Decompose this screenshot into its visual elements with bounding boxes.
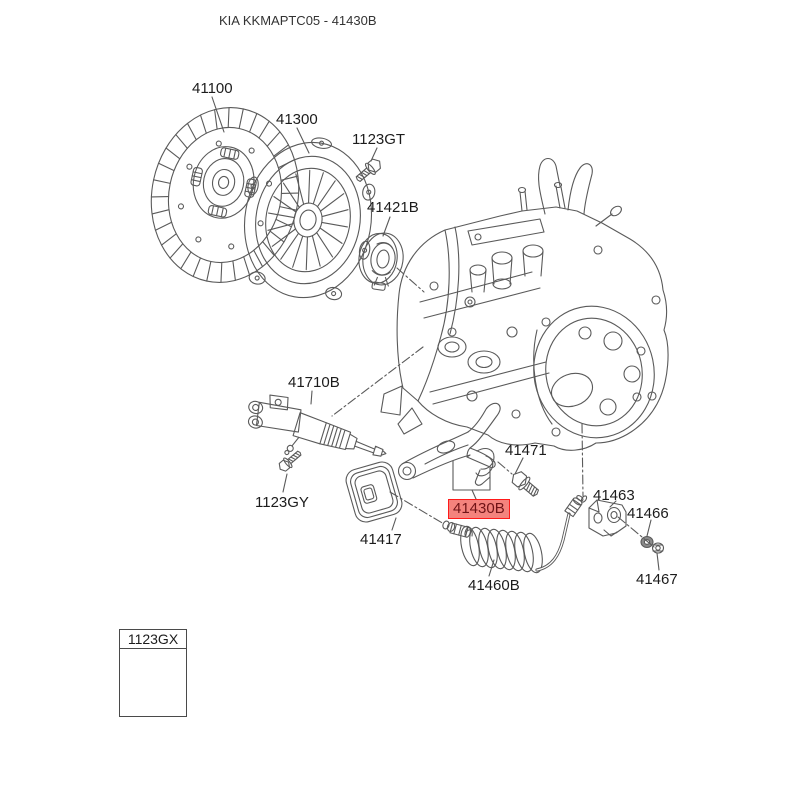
- part-drawing-release-cylinder[interactable]: [238, 387, 393, 482]
- part-label-41430b-highlighted[interactable]: 41430B: [448, 499, 510, 519]
- part-label-1123gt[interactable]: 1123GT: [352, 131, 406, 148]
- transmission-housing-drawing: [381, 159, 668, 451]
- part-drawing-release-bearing[interactable]: [355, 230, 407, 293]
- part-label-41417[interactable]: 41417: [360, 531, 402, 548]
- part-label-41466[interactable]: 41466: [627, 505, 669, 522]
- part-label-41463[interactable]: 41463: [593, 487, 635, 504]
- legend-box: [119, 629, 187, 717]
- part-label-41471[interactable]: 41471: [505, 442, 547, 459]
- part-drawing-nut[interactable]: [653, 543, 664, 553]
- part-drawing-bolt-1123gt[interactable]: [353, 156, 384, 185]
- part-drawing-bolt-41471[interactable]: [508, 468, 542, 500]
- page-title: KIA KKMAPTC05 - 41430B: [219, 13, 377, 28]
- fork-bracket-line: [453, 461, 490, 499]
- part-drawing-boot[interactable]: [343, 459, 404, 524]
- part-drawing-bracket[interactable]: [589, 500, 626, 536]
- part-drawing-release-fork[interactable]: [399, 403, 501, 485]
- part-label-41460b[interactable]: 41460B: [468, 577, 520, 594]
- part-drawing-clutch-cover[interactable]: [230, 127, 387, 308]
- part-label-41710b[interactable]: 41710B: [288, 374, 340, 391]
- part-label-41100[interactable]: 41100: [192, 80, 233, 97]
- part-label-1123gx[interactable]: 1123GX: [120, 630, 186, 649]
- part-label-41300[interactable]: 41300: [276, 111, 318, 128]
- part-label-41421b[interactable]: 41421B: [367, 199, 419, 216]
- part-label-1123gy[interactable]: 1123GY: [255, 494, 309, 511]
- part-drawing-washer[interactable]: [641, 537, 653, 548]
- part-label-41467[interactable]: 41467: [636, 571, 678, 588]
